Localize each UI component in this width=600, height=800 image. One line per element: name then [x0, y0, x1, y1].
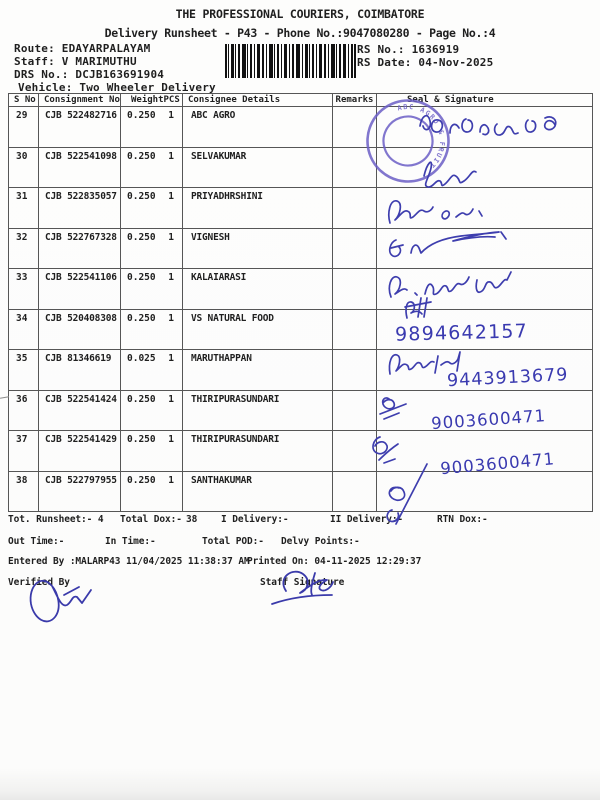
row-consignee: KALAIARASI [183, 269, 333, 310]
row-weight: 0.250 [127, 434, 156, 445]
row-sno: 34 [9, 309, 39, 350]
row-pcs: 1 [168, 312, 174, 324]
col-consignment: Consignment No [39, 94, 121, 107]
row-consignment: CJB 522835057 [39, 188, 121, 229]
row-remarks [333, 431, 377, 472]
total-dox-value: 38 [186, 514, 198, 525]
drs-number: DRS No.: DCJB163691904 [14, 68, 165, 81]
col-weight: Weight [131, 95, 164, 105]
row-weight: 0.250 [127, 110, 156, 121]
row-pcs: 1 [168, 110, 174, 121]
row-consignment: CJB 522541098 [39, 147, 121, 188]
row-seal-signature [377, 269, 593, 310]
phone-number-row-34: 9894642157 [394, 320, 529, 346]
row-remarks [333, 228, 377, 269]
row-sno: 31 [9, 188, 39, 229]
table-row [9, 188, 593, 229]
row-weight: 0.250 [127, 191, 156, 202]
col-weight-pcs [121, 94, 183, 107]
col-pcs: PCS [163, 95, 180, 105]
row-pcs: 1 [168, 474, 174, 486]
row-consignment: CJB 520408308 [39, 309, 121, 350]
row-sno: 38 [9, 471, 39, 512]
row-consignee: ABC AGRO [183, 107, 333, 148]
row-sno: 36 [9, 390, 39, 431]
row-pcs: 1 [168, 191, 174, 202]
row-sno: 32 [9, 228, 39, 269]
col-consignee: Consignee Details [183, 94, 333, 107]
row-consignee: MARUTHAPPAN [183, 350, 333, 391]
row-pcs: 1 [168, 231, 174, 243]
phone-number-row-37: 9003600471 [439, 449, 556, 479]
row-consignee: SELVAKUMAR [183, 147, 333, 188]
row-remarks [333, 350, 377, 391]
row-weight: 0.250 [127, 474, 156, 486]
entered-by: Entered By :MALARP43 11/04/2025 11:38:37 AM [8, 556, 250, 567]
route-info: Route: EDAYARPALAYAM [14, 42, 151, 55]
row-consignee: VIGNESH [183, 228, 333, 269]
row-weight: 0.025 [127, 353, 156, 364]
row-consignee: PRIYADHRSHINI [183, 188, 333, 229]
ii-delivery: II Delivery:- [330, 514, 404, 525]
row-seal-signature [377, 350, 593, 391]
row-seal-signature [377, 431, 593, 472]
row-seal-signature [377, 228, 593, 269]
row-consignee: THIRIPURASUNDARI [183, 431, 333, 472]
barcode [225, 44, 356, 78]
row-consignment: CJB 522482716 [39, 107, 121, 148]
row-weight: 0.250 [127, 150, 156, 162]
row-sno: 30 [9, 147, 39, 188]
row-seal-signature [377, 147, 593, 188]
row-remarks [333, 471, 377, 512]
row-remarks [333, 269, 377, 310]
row-pcs: 1 [168, 393, 174, 405]
consignment-table [8, 93, 593, 512]
table-row [9, 107, 593, 148]
row-pcs: 1 [168, 353, 174, 364]
row-consignment: CJB 522797955 [39, 471, 121, 512]
table-row [9, 147, 593, 188]
total-dox-label: Total Dox:- [120, 514, 182, 525]
row-sno: 37 [9, 431, 39, 472]
row-weight: 0.250 [127, 312, 156, 324]
verified-by-label: Verified By [8, 577, 70, 588]
total-pod: Total POD:- [202, 536, 264, 547]
row-pcs: 1 [168, 272, 174, 283]
in-time: In Time:- [105, 536, 156, 547]
staff-signature-label: Staff Signature [260, 577, 345, 588]
row-consignment: CJB 522541429 [39, 431, 121, 472]
row-remarks [333, 309, 377, 350]
table-row [9, 269, 593, 310]
table-header-row [9, 94, 593, 107]
row-remarks [333, 188, 377, 229]
row-weight: 0.250 [127, 231, 156, 243]
row-weight: 0.250 [127, 272, 156, 283]
row-consignee: SANTHAKUMAR [183, 471, 333, 512]
i-delivery: I Delivery:- [221, 514, 289, 525]
row-sno: 35 [9, 350, 39, 391]
row-weight: 0.250 [127, 393, 156, 405]
row-sno: 33 [9, 269, 39, 310]
rs-date: RS Date: 04-Nov-2025 [357, 56, 494, 69]
rs-number: RS No.: 1636919 [357, 43, 460, 56]
row-consignment: CJB 522767328 [39, 228, 121, 269]
row-consignment: CJB 522541106 [39, 269, 121, 310]
row-seal-signature [377, 471, 593, 512]
staff-info: Staff: V MARIMUTHU [14, 55, 137, 68]
col-seal-signature: Seal & Signature [377, 94, 593, 107]
total-runsheet: Tot. Runsheet:- 4 [8, 514, 104, 525]
row-consignee: VS NATURAL FOOD [183, 309, 333, 350]
document-title: THE PROFESSIONAL COURIERS, COIMBATORE [175, 7, 425, 21]
table-row [9, 309, 593, 350]
table-row [9, 390, 593, 431]
document-subtitle: Delivery Runsheet - P43 - Phone No.:9047080280 - Page No.:4 [104, 26, 496, 40]
row-pcs: 1 [168, 150, 174, 162]
delvy-points: Delvy Points:- [281, 536, 360, 547]
row-seal-signature [377, 107, 593, 148]
vehicle-info: Vehicle: Two Wheeler Delivery [18, 81, 216, 94]
col-sno: S No [9, 94, 39, 107]
table-row [9, 228, 593, 269]
row-sno: 29 [9, 107, 39, 148]
row-remarks [333, 107, 377, 148]
row-remarks [333, 147, 377, 188]
row-seal-signature [377, 309, 593, 350]
row-pcs: 1 [168, 434, 174, 445]
rtn-dox: RTN Dox:- [437, 514, 488, 525]
printed-on: Printed On: 04-11-2025 12:29:37 [247, 556, 422, 567]
phone-number-row-36: 9003600471 [430, 406, 547, 434]
row-remarks [333, 390, 377, 431]
phone-number-row-35: 9443913679 [446, 364, 569, 392]
out-time: Out Time:- [8, 536, 65, 547]
row-consignment: CJB 81346619 [39, 350, 121, 391]
svg-text:ABC AGRO & FRUIT: ABC AGRO & FRUIT [396, 102, 447, 170]
row-seal-signature [377, 188, 593, 229]
table-row [9, 431, 593, 472]
table-row [9, 350, 593, 391]
row-consignee: THIRIPURASUNDARI [183, 390, 333, 431]
table-row [9, 471, 593, 512]
col-remarks: Remarks [333, 94, 377, 107]
row-consignment: CJB 522541424 [39, 390, 121, 431]
row-seal-signature [377, 390, 593, 434]
